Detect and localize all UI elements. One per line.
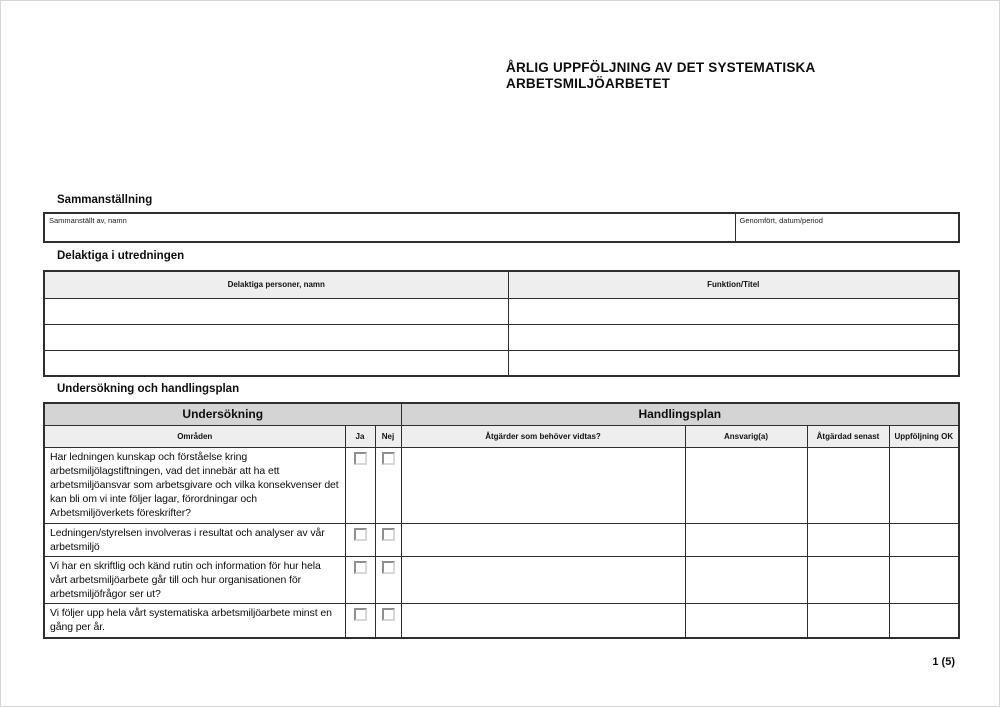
column-header-nej: Nej [375, 425, 401, 447]
column-header-atgardad-senast: Åtgärdad senast [807, 425, 889, 447]
atgardad-senast-cell[interactable] [807, 603, 889, 638]
question-text: Har ledningen kunskap och förståelse kring arbetsmiljölagstiftningen, vad det innebär att ha ett arbetsmiljöansvar som arbetsgivare och vilka konsekvenser det kan bli om vi inte följer lagar, förordningar och Arbetsmiljöverkets föreskrifter? [44, 447, 345, 523]
column-header-ja: Ja [345, 425, 375, 447]
group-header-undersokning: Undersökning [44, 403, 401, 425]
survey-group-header-row [44, 403, 959, 425]
uppfoljning-ok-cell[interactable] [889, 556, 959, 603]
uppfoljning-ok-cell[interactable] [889, 523, 959, 556]
delaktiga-namn-cell[interactable] [44, 350, 508, 376]
ansvarig-cell[interactable] [685, 603, 807, 638]
atgarder-cell[interactable] [401, 523, 685, 556]
field-sammanstallt-av[interactable] [44, 213, 735, 242]
delaktiga-namn-cell[interactable] [44, 298, 508, 324]
ja-checkbox-cell [345, 447, 375, 523]
ansvarig-cell[interactable] [685, 523, 807, 556]
question-text: Vi har en skriftlig och känd rutin och information för hur hela vårt arbetsmiljöarbete går till och hur organisationen för arbetsmiljöfrågor ser ut? [44, 556, 345, 603]
survey-row [44, 447, 959, 523]
survey-column-header-row [44, 425, 959, 447]
survey-row [44, 556, 959, 603]
delaktiga-row [44, 298, 959, 324]
column-header-omraden: Områden [44, 425, 345, 447]
sammanstallning-row [44, 213, 959, 242]
ja-checkbox[interactable] [354, 528, 367, 541]
atgarder-cell[interactable] [401, 603, 685, 638]
atgardad-senast-cell[interactable] [807, 556, 889, 603]
delaktiga-row [44, 324, 959, 350]
atgardad-senast-cell[interactable] [807, 523, 889, 556]
question-text: Vi följer upp hela vårt systematiska arbetsmiljöarbete minst en gång per år. [44, 603, 345, 638]
page-number: 1 (5) [932, 656, 955, 668]
nej-checkbox[interactable] [382, 528, 395, 541]
delaktiga-table [43, 270, 960, 377]
question-text: Ledningen/styrelsen involveras i resultat och analyser av vår arbetsmiljö [44, 523, 345, 556]
column-header-delaktiga-personer: Delaktiga personer, namn [44, 271, 508, 298]
atgarder-cell[interactable] [401, 447, 685, 523]
nej-checkbox-cell [375, 523, 401, 556]
document-title-line1: ÅRLIG UPPFÖLJNING AV DET SYSTEMATISKA [506, 60, 816, 75]
ja-checkbox[interactable] [354, 561, 367, 574]
section-heading-undersokning-handlingsplan: Undersökning och handlingsplan [57, 383, 240, 395]
survey-row [44, 523, 959, 556]
column-header-funktion-titel: Funktion/Titel [508, 271, 959, 298]
ansvarig-cell[interactable] [685, 447, 807, 523]
field-label-genomfort-datum: Genomfört, datum/period [739, 216, 823, 225]
section-heading-sammanstallning: Sammanställning [57, 194, 153, 206]
group-header-handlingsplan: Handlingsplan [401, 403, 959, 425]
delaktiga-funktion-cell[interactable] [508, 324, 959, 350]
nej-checkbox-cell [375, 447, 401, 523]
document-title-line2: ARBETSMILJÖARBETET [506, 76, 671, 91]
nej-checkbox-cell [375, 556, 401, 603]
ja-checkbox-cell [345, 603, 375, 638]
nej-checkbox[interactable] [382, 608, 395, 621]
delaktiga-funktion-cell[interactable] [508, 298, 959, 324]
nej-checkbox-cell [375, 603, 401, 638]
document-title [506, 60, 866, 92]
sammanstallning-table [43, 212, 960, 243]
nej-checkbox[interactable] [382, 561, 395, 574]
field-label-sammanstallt-av: Sammanställt av, namn [49, 216, 127, 225]
atgardad-senast-cell[interactable] [807, 447, 889, 523]
delaktiga-namn-cell[interactable] [44, 324, 508, 350]
uppfoljning-ok-cell[interactable] [889, 603, 959, 638]
ja-checkbox[interactable] [354, 452, 367, 465]
nej-checkbox[interactable] [382, 452, 395, 465]
delaktiga-header-row [44, 271, 959, 298]
uppfoljning-ok-cell[interactable] [889, 447, 959, 523]
ja-checkbox-cell [345, 523, 375, 556]
survey-table [43, 402, 960, 639]
ja-checkbox-cell [345, 556, 375, 603]
ja-checkbox[interactable] [354, 608, 367, 621]
survey-row [44, 603, 959, 638]
atgarder-cell[interactable] [401, 556, 685, 603]
delaktiga-funktion-cell[interactable] [508, 350, 959, 376]
column-header-ansvarig: Ansvarig(a) [685, 425, 807, 447]
column-header-uppfoljning-ok: Uppföljning OK [889, 425, 959, 447]
section-heading-delaktiga: Delaktiga i utredningen [57, 250, 185, 262]
ansvarig-cell[interactable] [685, 556, 807, 603]
field-genomfort-datum[interactable] [735, 213, 959, 242]
delaktiga-row [44, 350, 959, 376]
column-header-atgarder: Åtgärder som behöver vidtas? [401, 425, 685, 447]
